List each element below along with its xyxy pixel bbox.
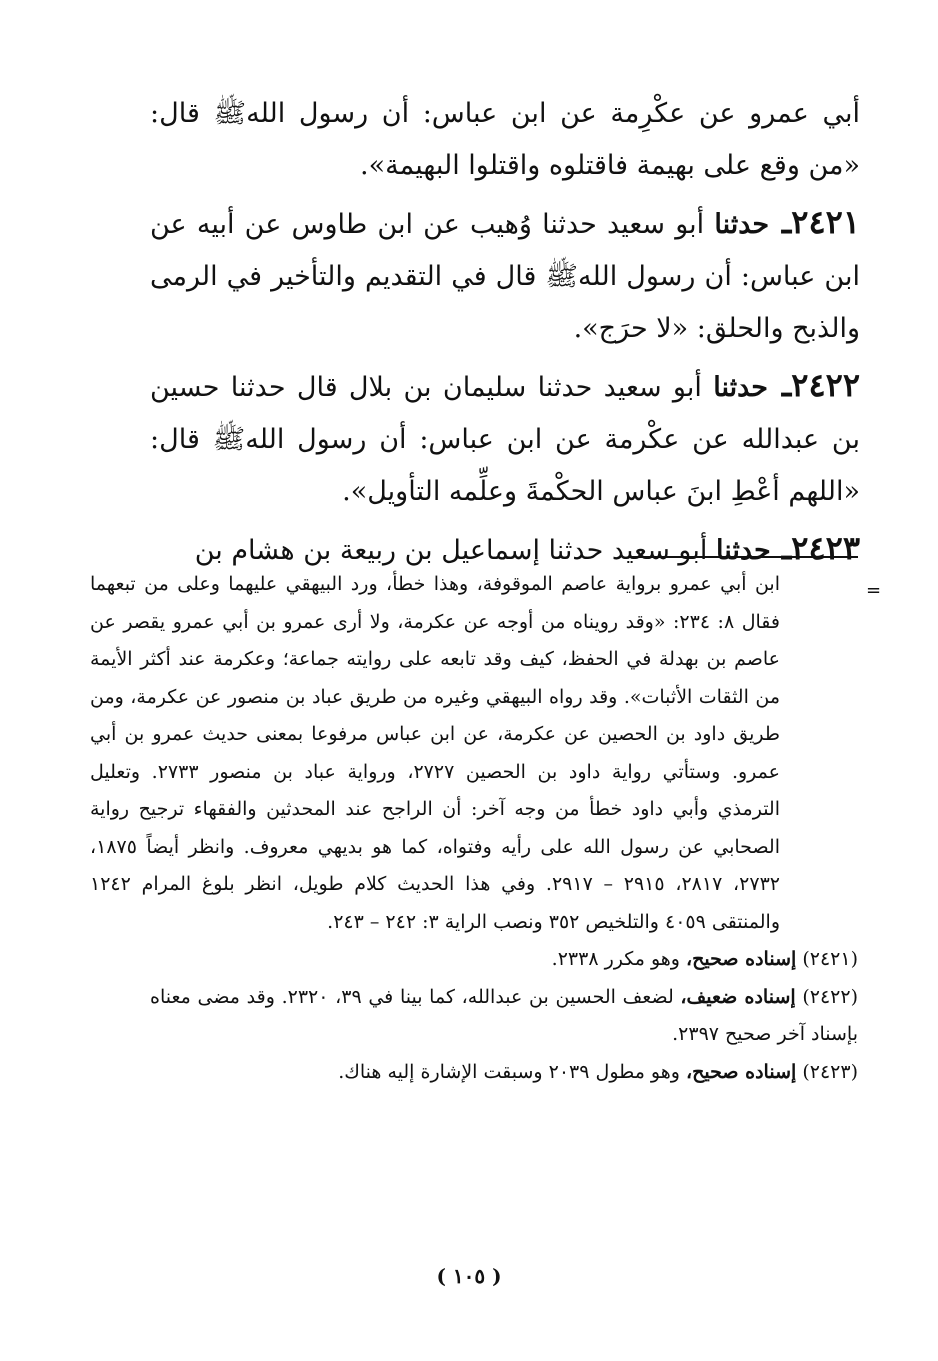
footnote-text: وهو مطول ٢٠٣٩ وسبقت الإشارة إليه هناك. <box>338 1060 680 1083</box>
hadith-opener: حدثنا <box>715 535 771 566</box>
footnote-number: (٢٤٢٢) <box>802 985 859 1008</box>
footnote-grade: إسناده صحيح، <box>686 1060 797 1083</box>
footnote-text: وهو مكرر ٢٣٣٨. <box>551 948 680 970</box>
continuation-mark: = <box>866 580 882 601</box>
footnote-separator <box>628 556 858 558</box>
footnote-grade: إسناده صحيح، <box>686 948 797 970</box>
hadith-text: أبو سعيد حدثنا سليمان بن بلال قال حدثنا حسين بن عبدالله عن عكْرمة عن ابن عباس: أن رسول اللهﷺ قال: «اللهم أعْطِ ابنَ عباس الحكْمةَ وعلِّمه التأويل». <box>150 372 860 507</box>
footnotes <box>90 566 859 1091</box>
footnote-grade: إسناده ضعيف، <box>680 985 796 1008</box>
footnote-2422 <box>150 979 858 1054</box>
hadith-number: ٢٤٢٢ <box>791 366 861 404</box>
hadith-opener: حدثنا <box>713 372 768 403</box>
footnote-number: (٢٤٢١) <box>802 948 858 970</box>
footnote-number: (٢٤٢٣) <box>802 1060 858 1083</box>
footnote-continued: ابن أبي عمرو برواية عاصم الموقوفة، وهذا خطأ، ورد البيهقي عليهما وعلى من تبعهما فقال ٨: ٢٣٤: «وقد رويناه من أوجه عن عكرمة، ولا أرى عمرو بن أبي عمرو يقصر عن عاصم بن بهدلة في الحفظ، كيف وقد تابعه على روايته جماعة؛ وعكرمة عند أكثر الأيمة من الثقات الأثبات». وقد رواه البيهقي وغيره من طريق عباد بن منصور عن عكرمة، ومن طريق داود بن الحصين عن عكرمة، عن ابن عباس مرفوعا بمعنى حديث عمرو بن أبي عمرو. وستأتي رواية داود بن الحصين ٢٧٢٧، ورواية عباد بن منصور ٢٧٣٣. وتعليل الترمذي وأبي داود خطأ من وجه آخر: أن الراجح عند المحدثين والفقهاء ترجيح رواية الصحابي عن رسول الله على رأيه وفتواه، كما هو بديهي معروف. وانظر أيضاً ١٨٧٥، ٢٧٣٢، ٢٨١٧، ٢٩١٥ – ٢٩١٧. وفي هذا الحديث كلام طويل، انظر بلوغ المرام ١٢٤٢ والمنتقى ٤٠٥٩ والتلخيص ٣٥٢ ونصب الراية ٣: ٢٤٢ – ٢٤٣. <box>90 573 780 933</box>
footnote-2421 <box>150 941 858 979</box>
page-number: ( ١٠٥ ) <box>436 1264 502 1288</box>
footnote-2423 <box>150 1054 858 1092</box>
hadith-2422: ٢٤٢٢ـ حدثنا أبو سعيد حدثنا سليمان بن بلال قال حدثنا حسين بن عبدالله عن عكْرمة عن ابن عباس: أن رسول اللهﷺ قال: «اللهم أعْطِ ابنَ عباس الحكْمةَ وعلِّمه التأويل». <box>150 366 861 507</box>
hadith-2421: ٢٤٢١ـ حدثنا أبو سعيد حدثنا وُهيب عن ابن طاوس عن أبيه عن ابن عباس: أن رسول اللهﷺ قال في التقديم والتأخير في الرمى والذبح والحلق: «لا حرَج». <box>150 203 860 344</box>
main-text <box>150 88 860 581</box>
hadith-text: أبو سعيد حدثنا إسماعيل بن ربيعة بن هشام بن <box>194 535 708 566</box>
hadith-text: أبو سعيد حدثنا وُهيب عن ابن طاوس عن أبيه عن ابن عباس: أن رسول اللهﷺ قال في التقديم والتأخير في الرمى والذبح والحلق: «لا حرَج». <box>150 209 860 344</box>
hadith-number: ٢٤٢١ <box>791 203 860 241</box>
footnote-text: لضعف الحسين بن عبدالله، كما بينا في ٣٩، ٢٣٢٠. وقد مضى معناه بإسناد آخر صحيح ٢٣٩٧. <box>150 985 858 1045</box>
intro-paragraph: أبي عمرو عن عكْرِمة عن ابن عباس: أن رسول اللهﷺ قال: «من وقع على بهيمة فاقتلوه واقتلوا البهيمة». <box>150 98 860 181</box>
hadith-opener: حدثنا <box>714 209 770 240</box>
hadith-2423: ٢٤٢٣ـ حدثنا أبو سعيد حدثنا إسماعيل بن ربيعة بن هشام بن <box>194 529 860 567</box>
hadith-number: ٢٤٢٣ <box>791 529 860 567</box>
